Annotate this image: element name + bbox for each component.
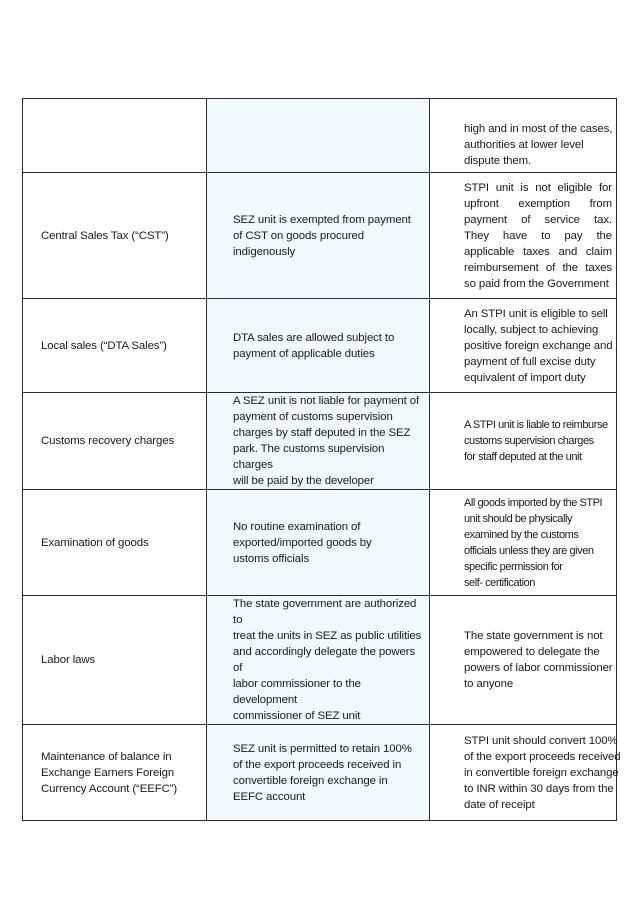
stpi-text-line: powers of labor commissioner <box>464 662 613 674</box>
stpi-cell <box>430 490 617 596</box>
stpi-text-line: to INR within 30 days from the <box>464 782 614 795</box>
stpi-cell <box>430 173 617 299</box>
stpi-text-line: unit should be physically <box>464 512 572 525</box>
stpi-text-line: empowered to delegate the <box>464 646 600 658</box>
stpi-cell <box>430 299 617 393</box>
stpi-text-line: locally, subject to achieving <box>464 323 599 336</box>
stpi-text-line: STPI unit is not eligible for <box>464 181 612 194</box>
stpi-text-line: positive foreign exchange and <box>464 339 613 352</box>
stpi-text-line: in convertible foreign exchange <box>464 766 619 779</box>
stpi-text-line: upfront exemption from <box>464 197 612 210</box>
parameter-cell: Examination of goods <box>23 490 207 596</box>
sez-vs-stpi-comparison-table <box>22 98 621 821</box>
stpi-text-line: customs supervision charges <box>464 435 594 447</box>
stpi-text-line: officials unless they are given <box>464 544 594 557</box>
stpi-text <box>464 495 612 591</box>
stpi-text <box>464 306 612 386</box>
stpi-text <box>464 417 612 465</box>
sez-cell: SEZ unit is permitted to retain 100% of the export proceeds received in convertible foreign exchange in EEFC account <box>207 725 430 821</box>
stpi-text-line: date of receipt <box>464 798 535 811</box>
stpi-text-line: applicable taxes and claim <box>464 245 612 258</box>
stpi-text-line: STPI unit should convert 100% <box>464 734 618 747</box>
stpi-text-line: high and in most of the cases, <box>464 123 613 135</box>
table-row <box>23 99 617 173</box>
stpi-text-line: dispute them. <box>464 155 532 167</box>
table-row <box>23 725 617 821</box>
parameter-cell <box>23 99 207 173</box>
table-row <box>23 299 617 393</box>
stpi-cell <box>430 99 617 173</box>
stpi-cell <box>430 725 621 821</box>
stpi-text-line: All goods imported by the STPI <box>464 496 603 509</box>
stpi-text-line: payment of full excise duty <box>464 355 596 368</box>
stpi-text-line: An STPI unit is eligible to sell <box>464 307 608 320</box>
sez-cell: No routine examination of exported/imported goods by ustoms officials <box>207 490 430 596</box>
table-row <box>23 393 617 490</box>
sez-cell: SEZ unit is exempted from payment of CST on goods procured indigenously <box>207 173 430 299</box>
parameter-cell: Local sales (“DTA Sales”) <box>23 299 207 393</box>
stpi-text <box>464 180 612 292</box>
stpi-text-line: reimbursement of the taxes <box>464 261 612 274</box>
table-row <box>23 596 617 725</box>
stpi-text-line: for staff deputed at the unit <box>464 451 582 463</box>
stpi-text-line: self- certification <box>464 576 535 589</box>
parameter-cell: Labor laws <box>23 596 207 725</box>
stpi-text-line: authorities at lower level <box>464 139 584 151</box>
stpi-text-line: to anyone <box>464 678 514 690</box>
stpi-text-line: of the export proceeds received <box>464 750 621 763</box>
stpi-text-line: payment of service tax. <box>464 213 612 226</box>
stpi-text <box>464 628 612 692</box>
stpi-text-line: equivalent of import duty <box>464 371 586 384</box>
table-row <box>23 173 617 299</box>
stpi-text-line: The state government is not <box>464 630 603 642</box>
stpi-cell <box>430 596 617 725</box>
sez-cell: A SEZ unit is not liable for payment of payment of customs supervision charges by staff deputed in the SEZ park. The customs supervision charges will be paid by the developer <box>207 393 430 490</box>
stpi-text-line: examined by the customs <box>464 528 579 541</box>
parameter-cell: Customs recovery charges <box>23 393 207 490</box>
parameter-cell: Central Sales Tax (“CST”) <box>23 173 207 299</box>
sez-cell: The state government are authorized to treat the units in SEZ as public utilities and accordingly delegate the powers of labor commissioner to the development commissioner of SEZ unit <box>207 596 430 725</box>
stpi-text-line: They have to pay the <box>464 229 612 242</box>
stpi-text-line: specific permission for <box>464 560 563 573</box>
parameter-cell: Maintenance of balance in Exchange Earners Foreign Currency Account (“EEFC”) <box>23 725 207 821</box>
stpi-text <box>464 121 612 169</box>
sez-cell <box>207 99 430 173</box>
stpi-text-line: so paid from the Government <box>464 277 609 290</box>
table-row <box>23 490 617 596</box>
stpi-text <box>464 733 621 813</box>
stpi-cell <box>430 393 617 490</box>
stpi-text-line: A STPI unit is liable to reimburse <box>464 419 608 431</box>
sez-cell: DTA sales are allowed subject to payment of applicable duties <box>207 299 430 393</box>
